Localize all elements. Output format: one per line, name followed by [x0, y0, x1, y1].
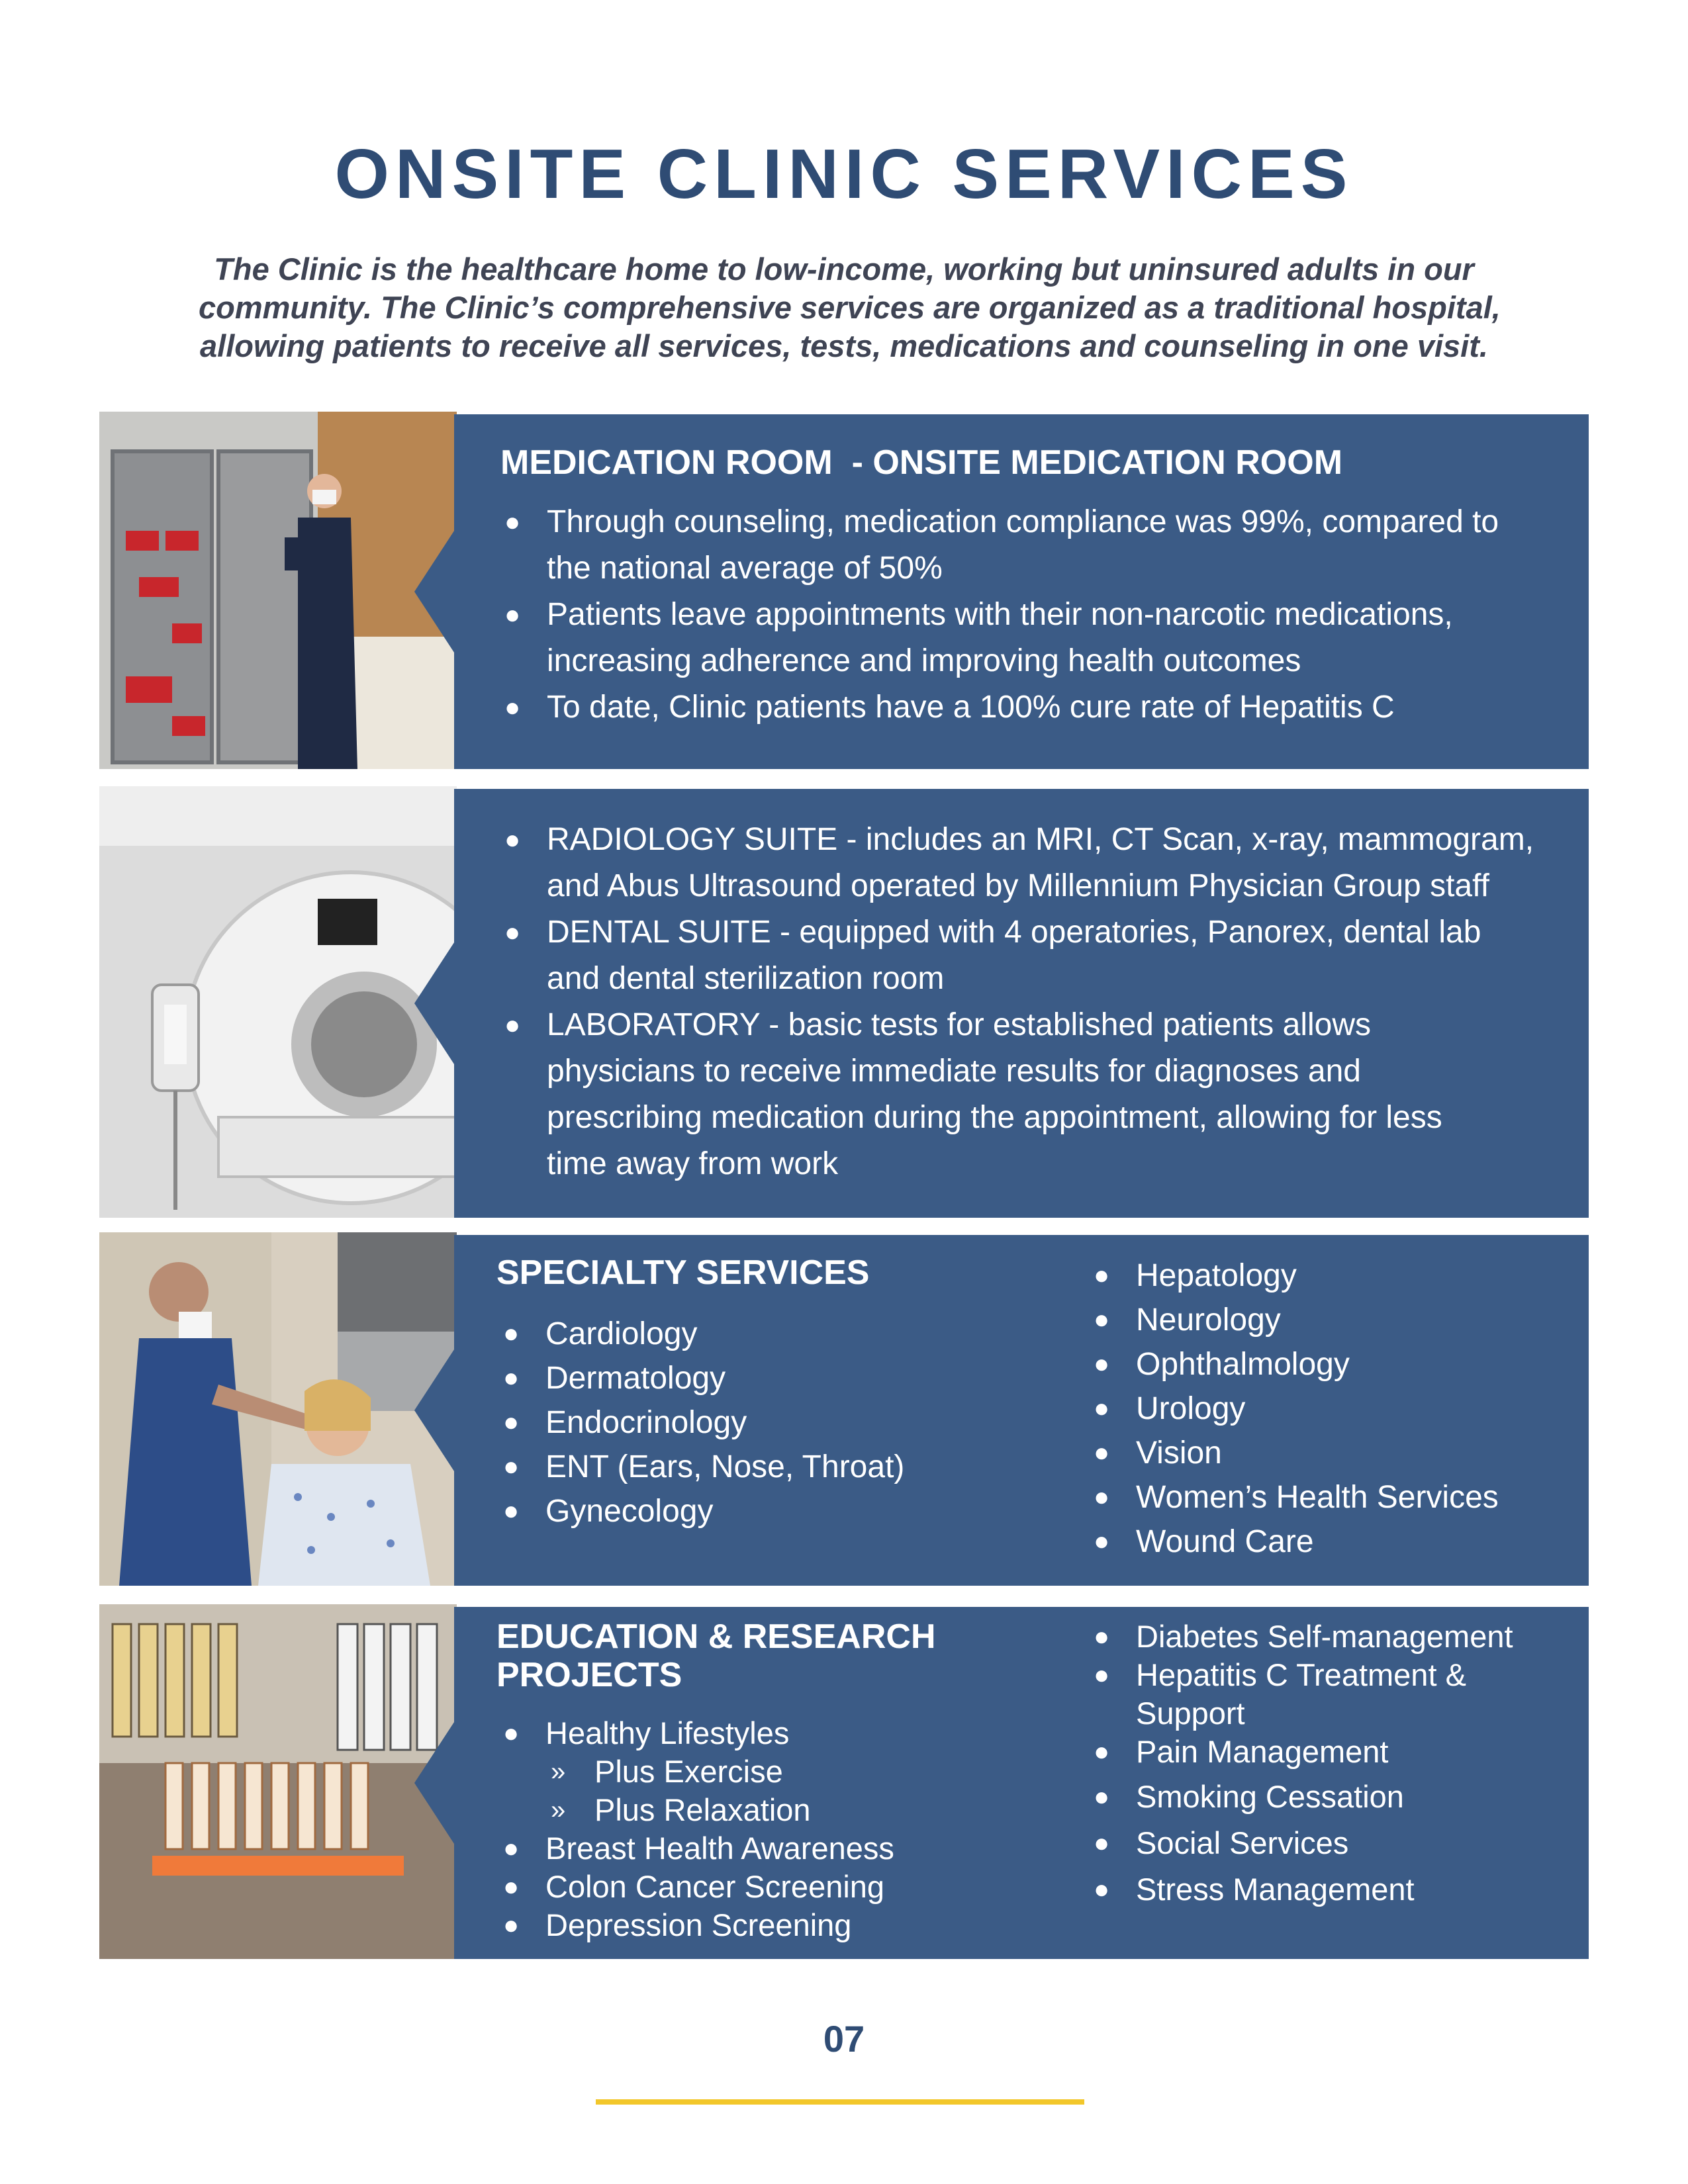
list-item: [1094, 1342, 1553, 1387]
list-item: [504, 1002, 1606, 1187]
medication-room-band: [454, 414, 1589, 769]
list-item-text: Social Services: [1136, 1825, 1349, 1860]
suites-band: [454, 789, 1589, 1218]
pointer-arrow: [414, 529, 455, 655]
bullet-icon: ●: [503, 1363, 520, 1392]
footer-rule: [596, 2099, 1084, 2105]
suites-panel: [99, 786, 1589, 1218]
list-item: [1094, 1387, 1553, 1431]
bullet-icon: ●: [1094, 1261, 1110, 1290]
list-item-text: Pain Management: [1136, 1734, 1389, 1769]
list-item-text: Stress Management: [1136, 1872, 1415, 1907]
bullet-icon: ●: [1094, 1394, 1110, 1423]
intro-line: allowing patients to receive all services, tests, medications and counseling in one visit.: [200, 328, 1488, 363]
list-item-text: Plus Exercise: [594, 1754, 783, 1789]
pointer-arrow: [414, 940, 455, 1066]
list-item-line: the national average of 50%: [547, 551, 943, 586]
specialty-photo: [99, 1232, 457, 1586]
page-title: ONSITE CLINIC SERVICES: [334, 135, 1354, 213]
list-item-text: Vision: [1136, 1435, 1222, 1471]
list-item: [1094, 1520, 1553, 1564]
list-item: [503, 1400, 1000, 1445]
intro-line: The Clinic is the healthcare home to low-income, working but uninsured adults in our: [214, 251, 1474, 287]
bullet-icon: ●: [1094, 1622, 1110, 1651]
list-item: [1094, 1431, 1553, 1475]
bullet-icon: ●: [504, 1011, 521, 1040]
bullet-icon: ●: [503, 1496, 520, 1525]
chevron-icon: »: [551, 1757, 566, 1786]
bullet-icon: ●: [503, 1452, 520, 1481]
list-item-text: Endocrinology: [545, 1405, 747, 1440]
bullet-icon: ●: [1094, 1875, 1110, 1904]
education-right-list: [1090, 1617, 1579, 1913]
list-item: [503, 1489, 1000, 1533]
list-item: [1094, 1774, 1579, 1820]
list-item: [1094, 1866, 1579, 1913]
page-number: 07: [823, 2018, 865, 2060]
list-item-text: Hepatitis C Treatment & Support: [1136, 1657, 1466, 1731]
list-item-text: Depression Screening: [545, 1907, 852, 1942]
chevron-icon: »: [551, 1796, 566, 1825]
list-item: [504, 817, 1606, 909]
bullet-icon: ●: [1094, 1349, 1110, 1379]
list-item: [1094, 1253, 1553, 1298]
list-item: [1094, 1617, 1579, 1656]
list-item-text: Urology: [1136, 1391, 1246, 1426]
bullet-icon: ●: [503, 1911, 520, 1940]
section-heading: MEDICATION ROOM - ONSITE MEDICATION ROOM: [500, 443, 1343, 482]
list-item-text: Diabetes Self-management: [1136, 1619, 1513, 1654]
list-item-line: increasing adherence and improving health outcomes: [547, 643, 1301, 678]
bullet-icon: ●: [504, 693, 521, 722]
medication-room-photo: [99, 412, 457, 769]
list-item-line: prescribing medication during the appointment, allowing for less: [547, 1100, 1442, 1135]
section-heading: SPECIALTY SERVICES: [496, 1253, 870, 1292]
list-item: [1094, 1820, 1579, 1866]
lab-tubes-photo: [99, 1604, 457, 1959]
list-item-text: Dermatology: [545, 1361, 726, 1396]
list-item: [504, 592, 1560, 684]
list-item: [1094, 1298, 1553, 1342]
list-item: [503, 1906, 1013, 1944]
list-item-text: Ophthalmology: [1136, 1347, 1350, 1382]
list-item: [1094, 1475, 1553, 1520]
list-item-text: Plus Relaxation: [594, 1792, 811, 1827]
list-item: [504, 909, 1606, 1002]
bullet-icon: ●: [503, 1719, 520, 1748]
list-item: [503, 1356, 1000, 1400]
bullet-icon: ●: [504, 508, 521, 537]
pointer-arrow: [414, 1720, 455, 1846]
specialty-left-list: [496, 1312, 1000, 1533]
bullet-icon: ●: [1094, 1438, 1110, 1467]
intro-line: community. The Clinic’s comprehensive services are organized as a traditional hospital,: [199, 290, 1501, 325]
list-item-line: LABORATORY - basic tests for established patients allows: [547, 1007, 1372, 1042]
bullet-icon: ●: [1094, 1661, 1110, 1690]
list-item: [503, 1445, 1000, 1489]
bullet-icon: ●: [1094, 1305, 1110, 1334]
bullet-icon: ●: [1094, 1482, 1110, 1512]
list-item: [1094, 1733, 1579, 1771]
education-left-list: [496, 1714, 1013, 1944]
list-item-text: Wound Care: [1136, 1524, 1314, 1559]
bullet-icon: ●: [1094, 1782, 1110, 1811]
bullet-icon: ●: [1094, 1737, 1110, 1766]
suites-list: [504, 817, 1606, 1187]
bullet-icon: ●: [503, 1872, 520, 1901]
bullet-icon: ●: [503, 1834, 520, 1863]
list-item-line: Patients leave appointments with their non-narcotic medications,: [547, 597, 1453, 632]
list-item: [1094, 1656, 1579, 1733]
list-item-text: Neurology: [1136, 1302, 1281, 1338]
sub-list-item: [545, 1752, 1013, 1791]
list-item: [503, 1829, 1013, 1868]
bullet-icon: ●: [504, 918, 521, 947]
specialty-right-list: [1090, 1253, 1553, 1564]
list-item-text: Smoking Cessation: [1136, 1779, 1404, 1814]
intro-paragraph: [199, 250, 1501, 365]
list-item: [503, 1868, 1013, 1906]
section-heading-line: EDUCATION & RESEARCH: [496, 1617, 936, 1656]
list-item: [504, 499, 1560, 592]
bullet-icon: ●: [1094, 1527, 1110, 1556]
list-item-line: DENTAL SUITE - equipped with 4 operatories, Panorex, dental lab: [547, 915, 1481, 950]
list-item-line: physicians to receive immediate results for diagnoses and: [547, 1054, 1361, 1089]
list-item-text: Healthy Lifestyles: [545, 1715, 790, 1751]
education-panel: [99, 1604, 1589, 1959]
sub-list-item: [545, 1791, 1013, 1829]
list-item-line: time away from work: [547, 1146, 839, 1181]
bullet-icon: ●: [503, 1319, 520, 1348]
list-item: [504, 684, 1560, 731]
list-item-line: Through counseling, medication compliance was 99%, compared to: [547, 504, 1499, 539]
education-band: [454, 1607, 1589, 1959]
list-item: [503, 1312, 1000, 1356]
bullet-icon: ●: [504, 825, 521, 854]
list-item-text: Breast Health Awareness: [545, 1831, 894, 1866]
list-item-line: RADIOLOGY SUITE - includes an MRI, CT Scan, x-ray, mammogram,: [547, 822, 1534, 857]
bullet-icon: ●: [503, 1408, 520, 1437]
specialty-band: [454, 1235, 1589, 1586]
radiology-photo: [99, 786, 457, 1218]
list-item-line: To date, Clinic patients have a 100% cure rate of Hepatitis C: [547, 690, 1395, 725]
medication-room-panel: [99, 412, 1589, 769]
list-item-line: and Abus Ultrasound operated by Millennium Physician Group staff: [547, 868, 1489, 903]
list-item-text: Colon Cancer Screening: [545, 1869, 885, 1904]
section-heading-line: PROJECTS: [496, 1656, 682, 1694]
medication-list: [500, 499, 1560, 731]
bullet-icon: ●: [504, 600, 521, 629]
list-item-line: and dental sterilization room: [547, 961, 945, 996]
bullet-icon: ●: [1094, 1829, 1110, 1858]
pointer-arrow: [414, 1347, 455, 1473]
list-item-text: Hepatology: [1136, 1258, 1297, 1293]
list-item-text: Cardiology: [545, 1316, 698, 1351]
list-item-text: ENT (Ears, Nose, Throat): [545, 1449, 905, 1484]
specialty-panel: [99, 1232, 1589, 1586]
list-item: [503, 1714, 1013, 1752]
list-item-text: Gynecology: [545, 1494, 714, 1529]
list-item-text: Women’s Health Services: [1136, 1480, 1499, 1515]
